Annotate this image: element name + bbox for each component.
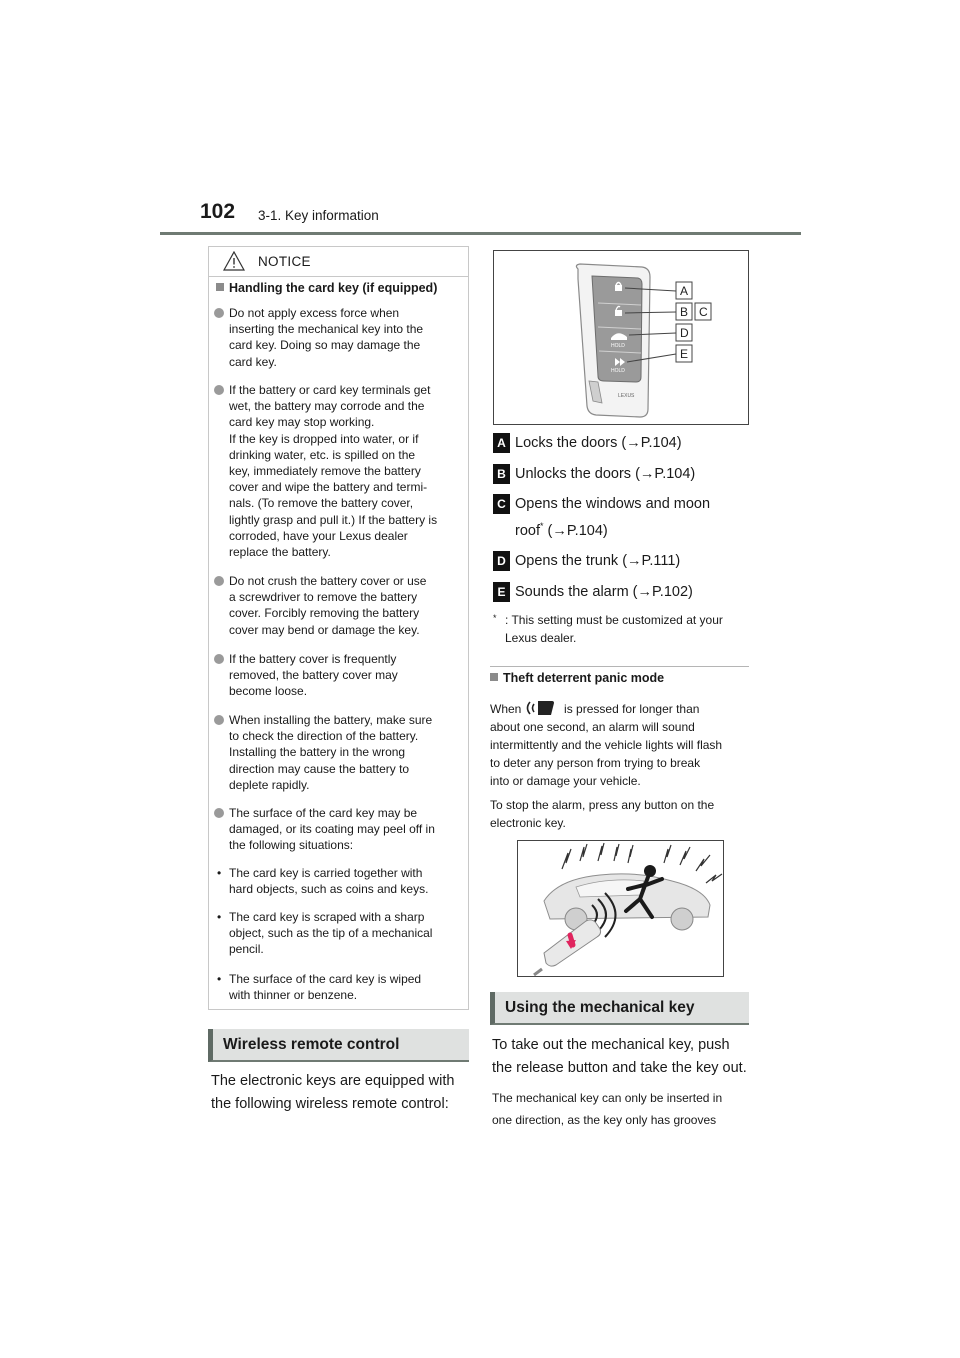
legend-item-c-continued: roof* (→P.104) xyxy=(515,521,608,539)
notice-item: The surface of the card key may be damaged, or its coating may peel off in the following situations: xyxy=(214,805,464,854)
round-bullet-icon xyxy=(214,715,224,725)
square-bullet-icon xyxy=(490,673,498,681)
mechanical-key-note: The mechanical key can only be inserted in one direction, as the key only has grooves xyxy=(492,1091,723,1127)
notice-box xyxy=(208,246,469,1010)
notice-sub-item: • The card key is scraped with a sharp object, such as the tip of a mechanical pencil. xyxy=(217,910,433,957)
mechanical-key-heading: Using the mechanical key xyxy=(490,992,749,1025)
svg-text:HOLD: HOLD xyxy=(611,343,625,349)
notice-sub-item: • The surface of the card key is wiped with thinner or benzene. xyxy=(217,972,422,1003)
notice-item: When installing the battery, make sure to check the direction of the battery. Installing the battery in the wrong direction may cause the battery to deplete rapidly. xyxy=(214,712,464,793)
header-rule xyxy=(160,232,801,235)
callout-e: E xyxy=(680,347,689,361)
notice-item: Do not apply excess force when inserting the mechanical key into the card key. Doing so may damage the card key. xyxy=(214,305,464,370)
svg-text:HOLD: HOLD xyxy=(611,368,625,374)
notice-item: If the battery cover is frequently removed, the battery cover may become loose. xyxy=(214,651,464,700)
panic-mode-text: When is pressed for longer than about one second, an alarm will sound intermittently and the vehicle lights will flash to deter any person from trying to break into or damage your vehicle. xyxy=(490,702,723,788)
panic-alarm-illustration xyxy=(518,841,724,977)
round-bullet-icon xyxy=(214,385,224,395)
warning-icon xyxy=(223,251,245,271)
section-title: 3-1. Key information xyxy=(258,208,379,223)
wireless-remote-heading: Wireless remote control xyxy=(208,1029,469,1062)
notice-sub-item: • The card key is carried together with hard objects, such as coins and keys. xyxy=(217,866,429,897)
panic-alarm-figure xyxy=(517,840,724,977)
notice-item: Do not crush the battery cover or use a screwdriver to remove the battery cover. Forcibly removing the battery cover may bend or damage the key. xyxy=(214,573,464,638)
round-bullet-icon xyxy=(214,308,224,318)
panic-mode-stop-text: To stop the alarm, press any button on the electronic key. xyxy=(490,798,715,830)
svg-text:LEXUS: LEXUS xyxy=(618,393,635,399)
notice-header xyxy=(209,247,468,277)
card-key-illustration xyxy=(494,251,749,425)
round-bullet-icon xyxy=(214,576,224,586)
callout-c: C xyxy=(699,305,708,319)
callout-d: D xyxy=(680,326,689,340)
notice-item: If the battery or card key terminals get wet, the battery may corrode and the card key may stop working. If the key is dropped into water, or if drinking water, etc. is spilled on the key, immediately remove the battery cover and wipe the battery and termi- nals. (To remove the battery cover, lightly grasp and pull it.) If the battery is corroded, have your Lexus dealer replace the battery. xyxy=(214,382,464,560)
card-key-figure xyxy=(493,250,749,425)
notice-subtitle: Handling the card key (if equipped) xyxy=(216,281,437,295)
callout-b: B xyxy=(680,305,689,319)
notice-title: NOTICE xyxy=(258,254,311,269)
page-number: 102 xyxy=(200,200,236,223)
mechanical-key-text: To take out the mechanical key, push the release button and take the key out. xyxy=(492,1037,747,1076)
divider xyxy=(490,666,749,667)
footnote: * : This setting must be customized at your Lexus dealer. xyxy=(493,613,723,645)
alarm-button-icon xyxy=(525,700,561,716)
round-bullet-icon xyxy=(214,654,224,664)
wireless-remote-text: The electronic keys are equipped with the following wireless remote control: xyxy=(211,1073,455,1112)
round-bullet-icon xyxy=(214,808,224,818)
square-bullet-icon xyxy=(216,283,224,291)
panic-mode-title: Theft deterrent panic mode xyxy=(490,671,664,685)
callout-a: A xyxy=(680,284,689,298)
